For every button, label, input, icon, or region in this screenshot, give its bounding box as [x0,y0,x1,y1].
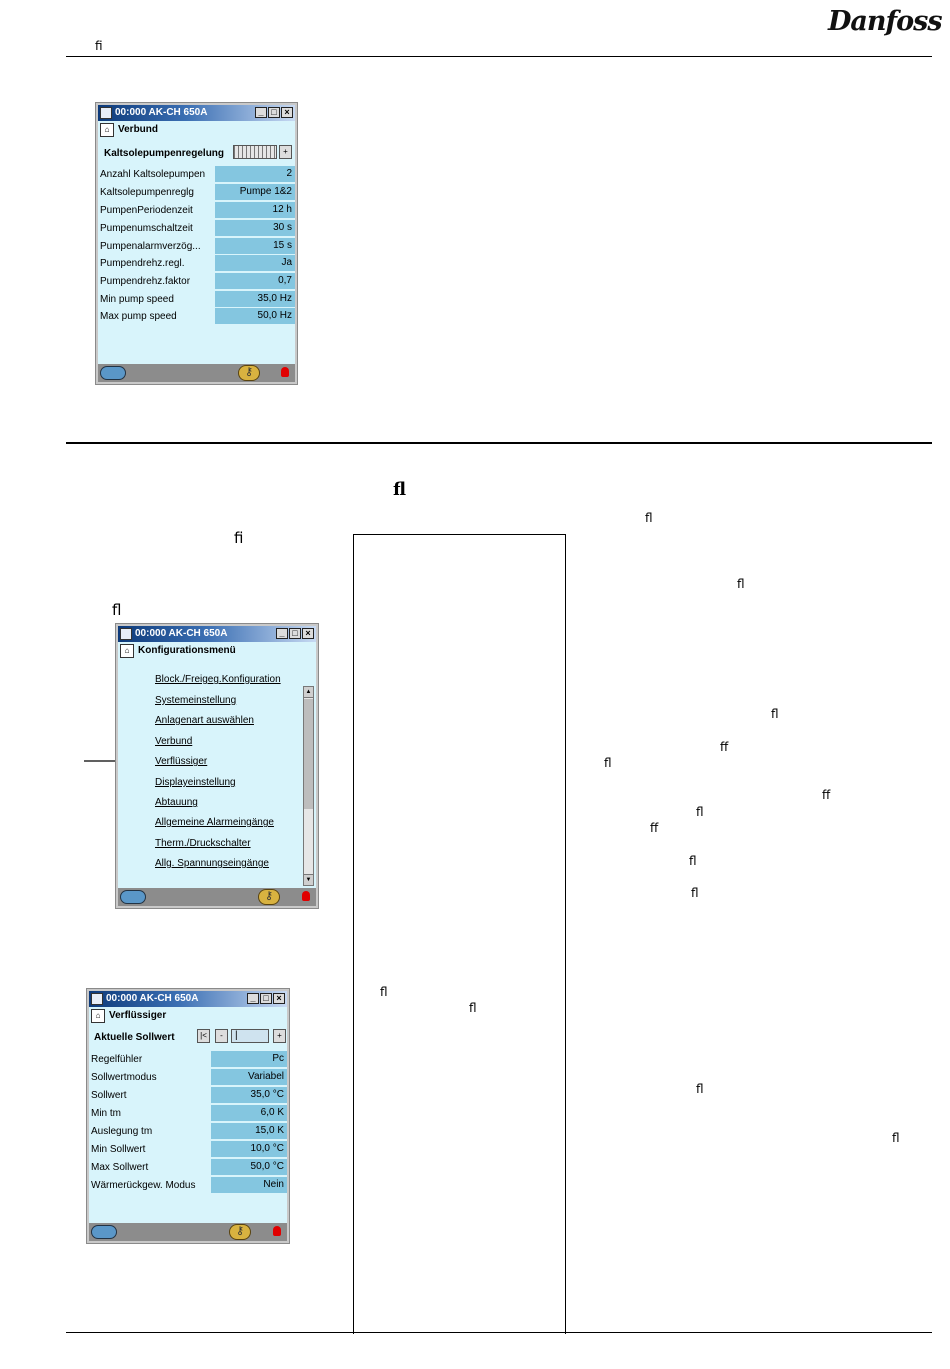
maximize-icon[interactable]: □ [268,107,280,118]
menu-item[interactable]: Therm./Druckschalter [155,838,251,849]
window-verbund [95,102,298,385]
text-mark: ﬀ [650,821,659,835]
header-rule [66,56,932,57]
param-row[interactable] [89,1105,287,1122]
param-value[interactable]: Ja [215,255,295,271]
network-icon[interactable] [91,1225,117,1239]
menu-item[interactable]: Anlagenart auswählen [155,715,254,726]
title-bar [89,991,287,1007]
param-value[interactable]: 10,0 °C [211,1141,287,1157]
param-row[interactable] [89,1177,287,1194]
param-label: Pumpendrehz.regl. [100,258,185,269]
scroll-thumb[interactable] [304,699,313,809]
close-icon[interactable]: × [273,993,285,1004]
param-row[interactable] [89,1051,287,1068]
text-mark: ﬂ [696,1082,704,1096]
page-mark: ﬁ [95,39,103,53]
text-mark: ﬁ [234,529,244,547]
text-mark: ﬂ [112,601,122,619]
minimize-icon[interactable]: _ [247,993,259,1004]
param-label: Anzahl Kaltsolepumpen [100,169,206,180]
param-value[interactable]: Nein [211,1177,287,1193]
text-mark: ﬂ [696,805,704,819]
danfoss-logo: Danfoss [828,6,942,37]
param-label: Max Sollwert [91,1162,149,1173]
text-mark: ﬀ [720,740,729,754]
first-section-button[interactable]: |< [197,1029,210,1043]
section-pager[interactable]: | [231,1029,269,1043]
note-mark: ﬂ [469,1001,477,1015]
window-footer [89,1223,287,1241]
close-icon[interactable]: × [302,628,314,639]
title-bar [98,105,295,121]
service-key-icon[interactable]: ⚷ [238,365,260,381]
note-box [353,534,566,1334]
param-value[interactable]: 35,0 Hz [215,291,295,307]
minimize-icon[interactable]: _ [255,107,267,118]
text-mark: ﬂ [645,511,653,525]
app-icon [120,628,132,640]
param-value[interactable]: 15,0 K [211,1123,287,1139]
window-config-menu [115,623,319,909]
param-row[interactable] [89,1087,287,1104]
param-label: Sollwertmodus [91,1072,157,1083]
text-mark: ﬂ [691,886,699,900]
param-row[interactable] [98,184,295,201]
window-footer [98,364,295,382]
screen-title: Konfigurationsmenü [138,645,236,656]
footer-rule [66,1332,932,1333]
param-label: Min tm [91,1108,121,1119]
param-label: Min pump speed [100,294,174,305]
param-value[interactable]: 2 [215,166,295,182]
app-icon [100,107,112,119]
menu-item[interactable]: Displayeinstellung [155,777,236,788]
scroll-down-icon[interactable]: ▼ [304,874,313,885]
screen-title: Verflüssiger [109,1010,167,1021]
text-mark: ﬂ [689,854,697,868]
window-footer [118,888,316,906]
menu-item[interactable]: Systemeinstellung [155,695,237,706]
section-pager[interactable] [233,145,277,159]
param-label: Wärmerückgew. Modus [91,1180,196,1191]
param-label: Sollwert [91,1090,127,1101]
param-label: Pumpenumschaltzeit [100,223,193,234]
text-mark: ﬀ [822,788,831,802]
param-label: Kaltsolepumpenreglg [100,187,194,198]
param-value[interactable]: 30 s [215,220,295,236]
alarm-bell-icon[interactable] [281,367,289,377]
param-row[interactable] [98,220,295,237]
window-title: 00:000 AK-CH 650A [135,628,228,639]
scroll-up-icon[interactable]: ▲ [304,687,313,698]
menu-item[interactable]: Abtauung [155,797,198,808]
window-content [89,1007,287,1223]
param-row[interactable] [98,166,295,183]
param-value[interactable]: Pc [211,1051,287,1067]
param-label: Min Sollwert [91,1144,146,1155]
menu-item[interactable]: Allg. Spannungseingänge [155,858,269,869]
service-key-icon[interactable]: ⚷ [258,889,280,905]
param-label: Pumpendrehz.faktor [100,276,191,287]
param-row[interactable] [98,308,295,325]
param-row[interactable] [98,255,295,272]
window-title: 00:000 AK-CH 650A [106,993,199,1004]
param-label: Auslegung tm [91,1126,153,1137]
home-icon[interactable]: ⌂ [120,644,134,658]
maximize-icon[interactable]: □ [260,993,272,1004]
heading-mark: ﬂ [393,479,407,500]
maximize-icon[interactable]: □ [289,628,301,639]
section-label: Aktuelle Sollwert [94,1032,175,1043]
param-value[interactable]: 15 s [215,238,295,254]
title-bar [118,626,316,642]
menu-item[interactable]: Verbund [155,736,193,747]
section-label: Kaltsolepumpenregelung [104,148,225,159]
text-mark: ﬂ [892,1131,900,1145]
next-section-button[interactable]: + [273,1029,286,1043]
param-row[interactable] [89,1123,287,1140]
home-icon[interactable]: ⌂ [91,1009,105,1023]
minimize-icon[interactable]: _ [276,628,288,639]
param-value[interactable]: 0,7 [215,273,295,289]
screen-title: Verbund [118,124,159,135]
param-value[interactable]: 12 h [215,202,295,218]
text-mark: ﬂ [771,707,779,721]
close-icon[interactable]: × [281,107,293,118]
param-row[interactable] [89,1159,287,1176]
param-value[interactable]: 6,0 K [211,1105,287,1121]
param-value[interactable]: 50,0 °C [211,1159,287,1175]
param-label: Regelfühler [91,1054,143,1065]
param-value[interactable]: 50,0 Hz [215,308,295,324]
note-mark: ﬂ [380,985,388,999]
alarm-bell-icon[interactable] [302,891,310,901]
param-value[interactable]: 35,0 °C [211,1087,287,1103]
param-row[interactable] [89,1141,287,1158]
param-value[interactable]: Variabel [211,1069,287,1085]
next-section-button[interactable]: + [279,145,292,159]
window-verfluessiger [86,988,290,1244]
param-row[interactable] [98,273,295,290]
prev-section-button[interactable]: - [215,1029,228,1043]
param-value[interactable]: Pumpe 1&2 [215,184,295,200]
menu-item[interactable]: Block./Freigeg.Konfiguration [155,674,281,685]
network-icon[interactable] [120,890,146,904]
param-label: Pumpenalarmverzög... [100,241,201,252]
menu-item-verfluessiger[interactable]: Verflüssiger [155,756,208,767]
network-icon[interactable] [100,366,126,380]
param-label: PumpenPeriodenzeit [100,205,193,216]
window-content [118,642,316,888]
param-row[interactable] [98,238,295,255]
param-row[interactable] [98,291,295,308]
app-icon [91,993,103,1005]
param-row[interactable] [89,1069,287,1086]
param-row[interactable] [98,202,295,219]
alarm-bell-icon[interactable] [273,1226,281,1236]
service-key-icon[interactable]: ⚷ [229,1224,251,1240]
text-mark: ﬂ [604,756,612,770]
window-content [98,121,295,364]
menu-item[interactable]: Allgemeine Alarmeingänge [155,817,274,828]
param-label: Max pump speed [100,311,177,322]
text-mark: ﬂ [737,577,745,591]
home-icon[interactable]: ⌂ [100,123,114,137]
window-title: 00:000 AK-CH 650A [115,107,208,118]
section-rule [66,442,932,444]
scrollbar[interactable] [303,686,314,886]
